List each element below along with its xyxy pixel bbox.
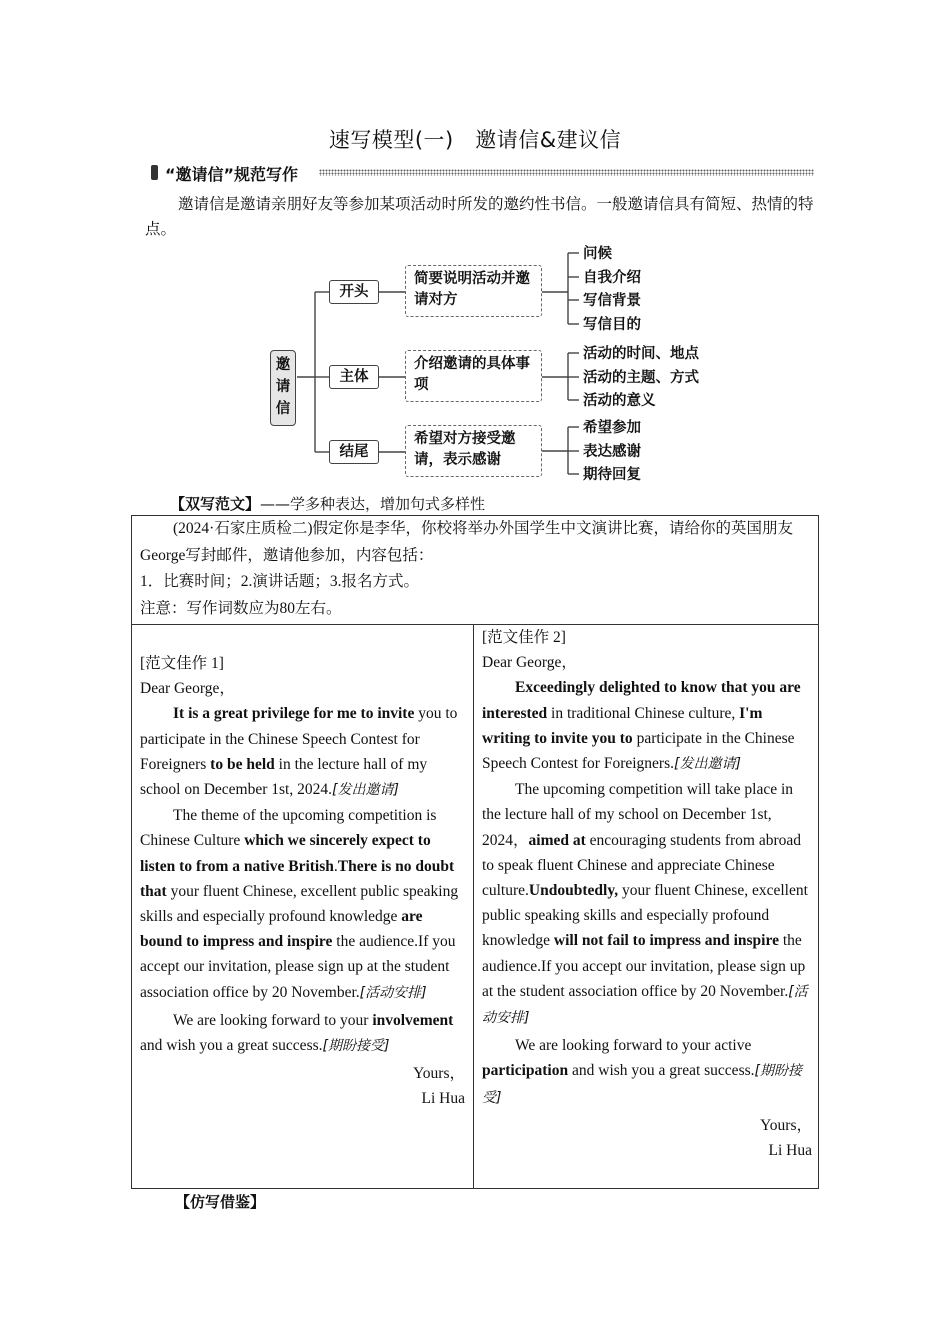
essay-greeting: Dear George， (140, 680, 235, 698)
sub-heading-rest: ——学多种表达，增加句式多样性 (260, 495, 486, 513)
leaf-item: 表达感谢 (583, 444, 641, 460)
leaf-item: 希望参加 (583, 420, 641, 436)
leaf-item: 自我介绍 (583, 270, 641, 286)
leaf-item: 写信背景 (583, 293, 641, 309)
dotted-divider (319, 169, 814, 176)
branch-ending-box: 希望对方接受邀请，表示感谢 (405, 425, 542, 477)
task-points: 1．比赛时间；2.演讲话题；3.报名方式。 (140, 573, 420, 590)
essay-signature: Li Hua (768, 1142, 812, 1160)
essay-signature: Li Hua (421, 1090, 465, 1108)
task-note: 注意：写作词数应为80左右。 (140, 599, 342, 617)
branch-ending: 结尾 (329, 440, 379, 464)
leaf-item: 写信目的 (583, 317, 641, 333)
section-heading-label: “邀请信”规范写作 (165, 165, 299, 184)
task-prompt: (2024·石家庄质检二)假定你是李华，你校将举办外国学生中文演讲比赛，请给你的英国朋友George写封邮件，邀请他参加，内容包括： (140, 520, 793, 564)
essay-paragraph: The theme of the upcoming competition is Chinese Culture which we sincerely expect to listen to from a native British.There is no doubt that your fluent Chinese, excellent public speaking skills and especially profound knowledge are bound to impress and inspire the audience.If you accept our invitation, please sign up at the student association office by 20 November.[活动安排] (140, 807, 459, 1001)
leaf-item: 期待回复 (583, 467, 641, 483)
essay-table (131, 515, 819, 1189)
essay-columns (132, 625, 818, 1188)
essay-1 (132, 625, 474, 1188)
intro-paragraph: 邀请信是邀请亲朋好友等参加某项活动时所发的邀约性书信。一般邀请信具有简短、热情的特点。 (145, 196, 814, 238)
essay-paragraph: We are looking forward to your active participation and wish you a great success.[期盼接受] (482, 1037, 802, 1106)
essay-closing: Yours， (413, 1065, 465, 1083)
essay-paragraph: The upcoming competition will take place in the lecture hall of my school on December 1st, 2024，aimed at encouraging students from abroad to speak fluent Chinese and appreciate Chinese culture.Undoubtedly, your fluent Chinese, excellent public speaking skills and especially profound knowledge will not fail to impress and inspire the audience.If you accept our invitation, please sign up at the student association office by 20 November.[活动安排] (482, 781, 808, 1027)
sub-heading-imitation: 【仿写借鉴】 (175, 1193, 266, 1211)
diagram-root (270, 350, 296, 426)
sub-heading-bold: 【双写范文】 (170, 495, 261, 513)
essay-paragraph: We are looking forward to your involvement and wish you a great success.[期盼接受] (140, 1011, 454, 1055)
essay-closing: Yours， (760, 1116, 812, 1134)
essay-label: [范文佳作 2] (482, 629, 566, 646)
essay-paragraph: It is a great privilege for me to invite you to participate in the Chinese Speech Contest for Foreigners to be held in the lecture hall of my school on December 1st, 2024.[发出邀请] (140, 705, 458, 799)
branch-body: 主体 (329, 365, 379, 389)
root-char: 信 (275, 401, 291, 417)
section-marker-icon (151, 165, 158, 180)
essay-paragraph: Exceedingly delighted to know that you are interested in traditional Chinese culture, I'm writing to invite you to participate in the Chinese Speech Contest for Foreigners.[发出邀请] (482, 679, 801, 773)
leaf-item: 活动的时间、地点 (583, 346, 699, 362)
branch-body-box: 介绍邀请的具体事项 (405, 350, 542, 402)
essay-2 (474, 625, 818, 1188)
root-char: 请 (275, 379, 291, 395)
task-cell (132, 516, 818, 625)
root-char: 邀 (275, 357, 291, 373)
leaf-item: 活动的意义 (583, 393, 656, 409)
section-heading (147, 162, 814, 184)
leaf-item: 问候 (583, 246, 612, 262)
sub-heading-model-essays (170, 493, 485, 514)
structure-diagram (265, 240, 725, 490)
essay-greeting: Dear George， (482, 654, 577, 672)
page-title: 速写模型(一) 邀请信&建议信 (328, 128, 622, 152)
leaf-item: 活动的主题、方式 (583, 370, 699, 386)
branch-opening-box: 简要说明活动并邀请对方 (405, 265, 542, 317)
branch-opening: 开头 (329, 280, 379, 304)
essay-label: [范文佳作 1] (140, 655, 224, 672)
